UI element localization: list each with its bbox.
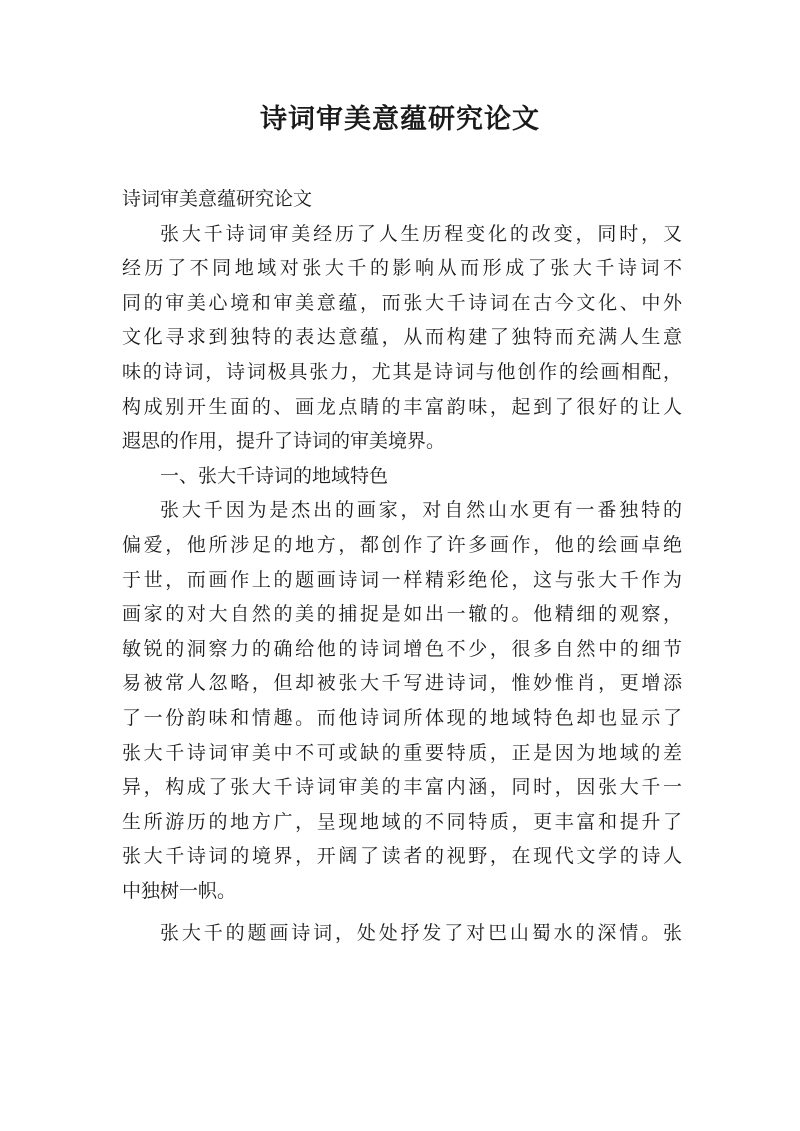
paragraph-line: 构成别开生面的、画龙点睛的丰富韵味，起到了很好的让人: [122, 395, 682, 418]
paragraph-line: 张大千诗词审美中不可或缺的重要特质，正是因为地域的差: [122, 741, 682, 764]
paragraph-line: 遐思的作用，提升了诗词的审美境界。: [122, 430, 446, 453]
paragraph-3: [122, 916, 682, 951]
paragraph-line: 中独树一帜。: [122, 879, 237, 902]
paragraph-line: 生所游历的地方广，呈现地域的不同特质，更丰富和提升了: [122, 810, 682, 833]
paragraph-line: 文化寻求到独特的表达意蕴，从而构建了独特而充满人生意: [122, 326, 682, 349]
paragraph-line: 张大千诗词审美经历了人生历程变化的改变，同时，又: [160, 222, 682, 245]
paragraph-line: 味的诗词，诗词极具张力，尤其是诗词与他创作的绘画相配，: [122, 360, 682, 383]
paragraph-gap: [122, 908, 682, 916]
paragraph-line: 画家的对大自然的美的捕捉是如出一辙的。他精细的观察，: [122, 603, 682, 626]
paragraph-line: 张大千的题画诗词，处处抒发了对巴山蜀水的深情。张: [160, 922, 682, 945]
paragraph-line: 异，构成了张大千诗词审美的丰富内涵，同时，因张大千一: [122, 776, 682, 799]
section-heading: 一、张大千诗词的地域特色: [160, 464, 389, 487]
document-title: 诗词审美意蕴研究论文: [260, 104, 540, 135]
paragraph-line: 敏锐的洞察力的确给他的诗词增色不少，很多自然中的细节: [122, 637, 682, 660]
paragraph-line: 偏爱，他所涉足的地方，都创作了许多画作，他的绘画卓绝: [122, 533, 682, 556]
paragraph-line: 张大千诗词的境界，开阔了读者的视野，在现代文学的诗人: [122, 845, 682, 868]
paragraph-line: 了一份韵味和情趣。而他诗词所体现的地域特色却也显示了: [122, 706, 682, 729]
paragraph-line: 于世，而画作上的题画诗词一样精彩绝伦，这与张大千作为: [122, 568, 682, 591]
paragraph-1: [122, 217, 682, 459]
paragraph-line: 张大千因为是杰出的画家，对自然山水更有一番独特的: [160, 499, 682, 522]
paragraph-2: [122, 493, 682, 908]
document-subtitle: 诗词审美意蕴研究论文: [122, 188, 313, 210]
paragraph-line: 易被常人忽略，但却被张大千写进诗词，惟妙惟肖，更增添: [122, 672, 682, 695]
paragraph-line: 经历了不同地域对张大千的影响从而形成了张大千诗词不: [122, 257, 682, 280]
document-body: [122, 182, 682, 951]
paragraph-line: 同的审美心境和审美意蕴，而张大千诗词在古今文化、中外: [122, 291, 682, 314]
